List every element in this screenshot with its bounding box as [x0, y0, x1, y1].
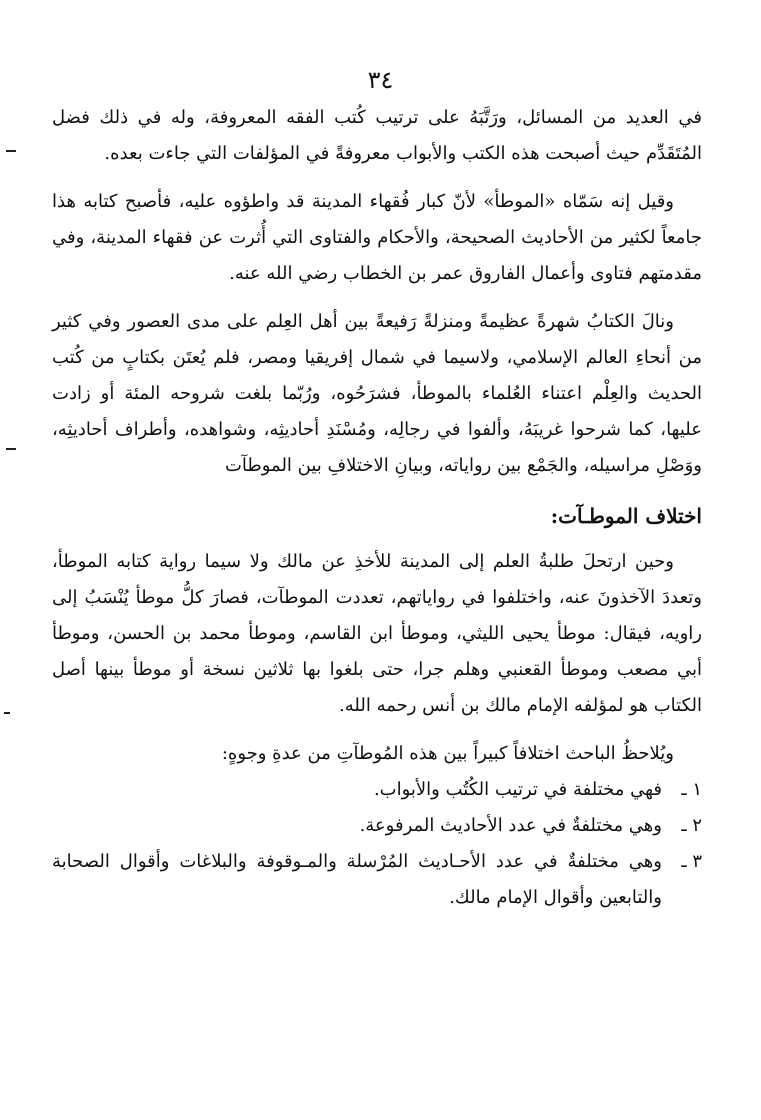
list-item-text: وهي مختلفةٌ في عدد الأحاديث المرفوعة. [359, 815, 662, 836]
list-item-number: ٢ ـ [681, 815, 702, 836]
margin-mark [6, 448, 16, 450]
page-body [52, 100, 702, 916]
paragraph: في العديد من المسائل، ورَتَّبَهُ على ترتيب كُتب الفقه المعروفة، وله في ذلك فضل المُتَقَدِّم حيث أصبحت هذه الكتب والأبواب معروفةً في المؤلفات التي جاءت بعده. [52, 107, 703, 164]
paragraph: ونالَ الكتابُ شهرةً عظيمةً ومنزلةً رَفيعةً بين أهل العِلم على مدى العصور وفي كثير من أنحاءِ العالم الإسلامي، ولاسيما في شمال إفريقيا ومصر، فلم يُعتَن بكتابٍ من كُتب الحديث والعِلْم اعتناء العُلماء بالموطأ، فشرَحُوه، ورُبّما بلغت شروحه المئة أو زادت عليها، كما شرحوا غريبَهُ، وألفوا في رجالِه، ومُسْنَدِ أحاديثِه، وشواهده، وأطراف أحاديثِه، ووَصْلِ مراسيله، والجَمْع بين رواياته، وبيانِ الاختلافِ بين الموطآت [52, 311, 702, 476]
page-number: ٣٤ [367, 66, 394, 94]
paragraph: وقيل إنه سَمّاه «الموطأ» لأنّ كبار فُقهاء المدينة قد واطؤوه عليه، فأصبح كتابه هذا جامعاً لكثير من الأحاديث الصحيحة، والأحكام والفتاوى التي أُثرت عن فقهاء المدينة، وفي مقدمتهم فتاوى وأعمال الفاروق عمر بن الخطاب رضي الله عنه. [52, 191, 702, 284]
list-item-number: ١ ـ [681, 779, 702, 800]
list-item-text: فهي مختلفة في ترتيب الكُتُب والأبواب. [373, 779, 662, 800]
differences-list [52, 772, 702, 916]
list-item [52, 844, 702, 916]
section-heading: اختلاف الموطـآت: [550, 504, 702, 528]
margin-mark [4, 712, 10, 714]
list-item-text: وهي مختلفةٌ في عدد الأحـاديث المُرْسلة والمـوقوفة والبلاغات وأقوال الصحابة والتابعين وأقوال الإمام مالك. [52, 851, 662, 908]
margin-mark [6, 150, 16, 152]
list-item [52, 772, 702, 808]
list-item [52, 808, 702, 844]
paragraph: وحين ارتحلَ طلبةُ العلم إلى المدينة للأخذِ عن مالك ولا سيما رواية كتابه الموطأ، وتعددَ الآخذونَ عنه، واختلفوا في رواياتهم، تعددت الموطآت، فصارَ كلُّ موطأ يُنْسَبُ إلى راويه، فيقال: موطأ يحيى الليثي، وموطأ ابن القاسم، وموطأ محمد بن الحسن، وموطأ أبي مصعب وموطأ القعنبي وهلم جرا، حتى بلغوا بها ثلاثين نسخة أو موطأ بينها أصل الكتاب هو لمؤلفه الإمام مالك بن أنس رحمه الله. [52, 551, 702, 716]
paragraph: ويُلاحظُ الباحث اختلافاً كبيراً بين هذه المُوطآتِ من عدةِ وجوهٍ: [221, 743, 674, 764]
list-item-number: ٣ ـ [681, 851, 702, 872]
